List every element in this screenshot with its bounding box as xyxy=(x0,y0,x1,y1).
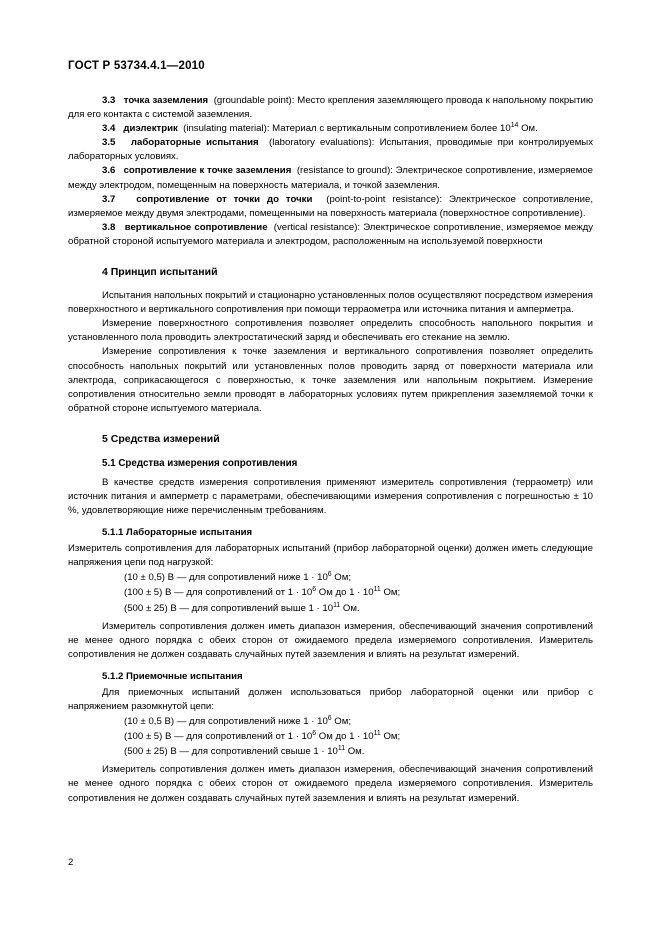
list-item-exponent: 6 xyxy=(312,586,317,594)
list-item-exponent: 11 xyxy=(337,745,346,753)
document-standard-number: ГОСТ Р 53734.4.1—2010 xyxy=(68,60,205,72)
definition-english: (insulating material) xyxy=(183,123,267,135)
list-item-tail: Ом. xyxy=(340,602,360,614)
definition-3-8 xyxy=(68,221,593,249)
definition-term: лабораторные испытания xyxy=(130,137,259,149)
section-4-paragraph-1: Испытания напольных покрытий и стационарно установленных полов осуществляют посредством измерения поверхностного и вертикального сопротивления при помощи терраометра или источника питания и амперметра. xyxy=(68,290,593,316)
list-item-text: (500 ± 25) В — для сопротивлений свыше 1 · 10 xyxy=(124,746,338,758)
list-item-exponent-2: 11 xyxy=(373,586,381,594)
definition-3-7 xyxy=(68,193,593,221)
list-item-tail: Ом; xyxy=(380,731,401,743)
definition-exponent: 14 xyxy=(510,122,519,129)
list-item-tail: Ом; xyxy=(331,716,352,728)
section-5-1-heading: 5.1 Средства измерения сопротивления xyxy=(102,457,298,469)
definition-text: : Электрическое сопротивление, измеряемое между обратной стороной испытуемого материала и электродом, расположенным на используемой поверхности xyxy=(68,221,594,247)
definition-text: : Электрическое сопротивление, измеряемое между электродом, помещенным на поверхность материала, и точкой заземления. xyxy=(68,165,594,191)
definition-term: вертикальное сопротивление xyxy=(124,221,268,233)
definition-3-4 xyxy=(68,122,593,136)
definition-3-3 xyxy=(68,94,593,122)
definition-english: (vertical resistance) xyxy=(273,221,358,233)
definition-english: (laboratory evaluations) xyxy=(269,137,372,149)
definition-text: : Место крепления заземляющего провода к напольному покрытию для его контакта с системой заземления. xyxy=(68,95,594,121)
definition-number: 3.5 xyxy=(102,137,116,149)
section-5-1-2-paragraph-2: Измеритель сопротивления должен иметь диапазон измерения, обеспечивающий значения сопротивлений не менее одного порядка с обеих сторон от ожидаемого предела измеряемого сопротивления. Измеритель сопротивления не должен создавать случайных путей заземления и влиять на результат измерений. xyxy=(68,764,593,804)
definition-3-5 xyxy=(68,136,593,164)
section-4-heading: 4 Принцип испытаний xyxy=(102,266,218,279)
definition-number: 3.6 xyxy=(102,165,116,177)
list-item-tail: Ом. xyxy=(345,746,365,758)
definition-term: сопротивление к точке заземления xyxy=(123,165,292,177)
section-5-heading: 5 Средства измерений xyxy=(102,432,220,445)
definition-term: диэлектрик xyxy=(123,123,178,135)
definition-number: 3.4 xyxy=(102,123,116,135)
list-item-text: (100 ± 5) В — для сопротивлений от 1 · 10 xyxy=(124,587,313,599)
section-5-1-2-heading: 5.1.2 Приемочные испытания xyxy=(102,670,243,682)
page-number: 2 xyxy=(68,857,74,868)
list-item-exponent: 6 xyxy=(312,730,317,737)
section-5-1-paragraph-1: В качестве средств измерения сопротивления применяют измеритель сопротивления (терраометр) или источник питания и амперметр с параметрами, обеспечивающими измерения сопротивления с погрешностью ± 10 %, удовлетворяющие ниже перечисленным требованиям. xyxy=(68,476,593,517)
list-item xyxy=(68,745,593,759)
list-item xyxy=(68,730,593,744)
definition-text: : Испытания, проводимые при контролируемых лабораторных условиях. xyxy=(68,137,594,163)
list-item-text: (10 ± 0,5 В) — для сопротивлений ниже 1 · 10 xyxy=(124,716,328,728)
list-item-exponent: 6 xyxy=(327,714,332,722)
list-item-tail: Ом; xyxy=(380,587,401,599)
list-item-mid: Ом до 1 · 10 xyxy=(316,587,374,599)
list-item-tail: Ом; xyxy=(331,572,352,584)
section-5-1-2-paragraph-1: Для приемочных испытаний должен использоваться прибор лабораторной оценки или прибор с напряжением разомкнутой цепи: xyxy=(68,686,593,712)
section-4-paragraph-2: Измерение поверхностного сопротивления позволяет определить способность напольного покрытия и установленного пола проводить электростатический заряд и обеспечивать его стекание на землю. xyxy=(68,318,593,344)
definition-text: : Материал с вертикальным сопротивлением более 10 xyxy=(266,123,511,135)
definition-text: : Электрическое сопротивление, измеряемое между двумя электродами, помещенными на поверхность материала (поверхностное сопротивление). xyxy=(68,193,594,219)
list-item-mid: Ом до 1 · 10 xyxy=(316,731,374,743)
list-item-exponent: 6 xyxy=(327,571,332,579)
list-item xyxy=(68,715,593,729)
definition-english: (groundable point) xyxy=(213,95,292,106)
definition-number: 3.7 xyxy=(102,193,116,205)
list-item-text: (500 ± 25) В — для сопротивлений выше 1 · 10 xyxy=(124,602,334,614)
list-item-exponent: 11 xyxy=(333,601,341,609)
list-item xyxy=(68,586,593,600)
list-item-text: (10 ± 0,5) В — для сопротивлений ниже 1 · 10 xyxy=(124,572,328,584)
definition-english: (resistance to ground) xyxy=(296,165,391,177)
section-5-1-1-paragraph-1: Измеритель сопротивления для лабораторных испытаний (прибор лабораторной оценки) должен иметь следующие напряжения цепи под нагрузкой: xyxy=(68,543,593,569)
definition-3-6 xyxy=(68,164,593,192)
list-item-exponent-2: 11 xyxy=(373,730,381,737)
page-content xyxy=(68,60,593,806)
list-item xyxy=(68,571,593,585)
section-4-paragraph-3: Измерение сопротивления к точке заземления и вертикального сопротивления позволяет определить способность напольных покрытий или установленных полов проводить заряд от поверхности материала или электрода, соприкасающегося с поверхностью, к точке заземления или напольным покрытием. Измерение сопротивления относительно земли проводят в лабораторных условиях путем прикрепления заземляемой точки к обратной стороне испытуемого материала. xyxy=(68,346,593,414)
list-item xyxy=(68,602,593,616)
definition-text-tail: Ом. xyxy=(518,123,538,135)
definition-number: 3.8 xyxy=(102,221,116,233)
definition-number: 3.3 xyxy=(102,95,116,106)
definition-english: (point-to-point resistance) xyxy=(326,193,440,205)
section-5-1-1-heading: 5.1.1 Лабораторные испытания xyxy=(102,527,253,539)
definition-term: точка заземления xyxy=(123,95,209,106)
definition-term: сопротивление от точки до точки xyxy=(136,193,313,205)
section-5-1-1-paragraph-2: Измеритель сопротивления должен иметь диапазон измерения, обеспечивающий значения сопротивлений не менее одного порядка с обеих сторон от ожидаемого предела измеряемого сопротивления. Измеритель сопротивления не должен создавать случайных путей заземления и влиять на результат измерений. xyxy=(68,620,593,660)
list-item-text: (100 ± 5) В — для сопротивлений от 1 · 10 xyxy=(124,731,313,743)
